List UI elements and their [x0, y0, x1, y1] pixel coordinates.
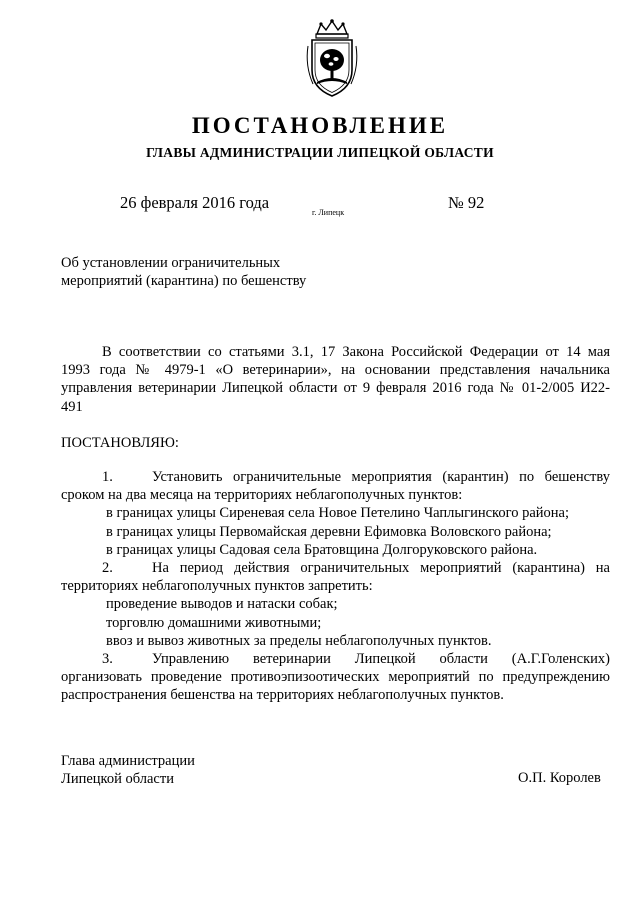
item-subline: проведение выводов и натаски собак;	[106, 596, 338, 613]
coat-of-arms-icon	[303, 18, 361, 98]
list-item	[61, 559, 610, 650]
item-line: На период действия ограничительных мероприятий (карантина) на	[152, 560, 610, 577]
signature-position	[61, 752, 195, 788]
preamble-line: В соответствии со статьями 3.1, 17 Закона Российской Федерации от 14 мая	[102, 344, 610, 360]
subject-line: Об установлении ограничительных	[61, 255, 281, 271]
document-number: № 92	[448, 193, 485, 212]
item-number: 3.	[102, 651, 113, 668]
item-line: территориях неблагополучных пунктов запретить:	[61, 578, 373, 595]
subject-line: мероприятий (карантина) по бешенству	[61, 273, 307, 289]
item-line: организовать проведение противоэпизоотических мероприятий по предупреждению	[61, 669, 610, 686]
item-subline: в границах улицы Первомайская деревни Ефимовка Воловского района;	[106, 523, 552, 540]
preamble-line: 1993 года № 4979-1 «О ветеринарии», на основании представления начальника	[61, 362, 610, 379]
preamble-line: управления ветеринарии Липецкой области от 9 февраля 2016 года № 01-2/005 И22-	[61, 380, 610, 397]
document-body	[61, 343, 610, 705]
preamble-line: 491	[61, 398, 83, 415]
item-line: распространения бешенства на территориях неблагополучных пунктов.	[61, 687, 504, 704]
item-number: 1.	[102, 469, 113, 486]
item-line: сроком на два месяца на территориях неблагополучных пунктов:	[61, 487, 463, 504]
document-title: ПОСТАНОВЛЕНИЕ	[191, 113, 449, 138]
signature-name: О.П. Королев	[518, 770, 601, 786]
item-subline: в границах улицы Сиреневая села Новое Петелино Чаплыгинского района;	[106, 505, 569, 522]
item-number: 2.	[102, 560, 113, 577]
item-subline: торговлю домашними животными;	[106, 614, 322, 631]
item-line: Установить ограничительные мероприятия (карантин) по бешенству	[152, 469, 610, 486]
list-item	[61, 650, 610, 705]
decree-word: ПОСТАНОВЛЯЮ:	[61, 434, 179, 451]
item-subline: ввоз и вывоз животных за пределы неблагополучных пунктов.	[106, 632, 492, 649]
signature-position-line: Глава администрации	[61, 753, 195, 769]
document-city: г. Липецк	[312, 208, 345, 217]
document-subject	[61, 254, 381, 290]
document-subtitle: ГЛАВЫ АДМИНИСТРАЦИИ ЛИПЕЦКОЙ ОБЛАСТИ	[146, 145, 494, 160]
document-date: 26 февраля 2016 года	[120, 193, 270, 212]
signature-position-line: Липецкой области	[61, 771, 174, 787]
preamble-paragraph	[61, 343, 610, 416]
item-line: Управлению ветеринарии Липецкой области (А.Г.Голенских)	[152, 651, 610, 668]
item-subline: в границах улицы Садовая села Братовщина Долгоруковского района.	[106, 541, 538, 558]
list-item	[61, 468, 610, 559]
